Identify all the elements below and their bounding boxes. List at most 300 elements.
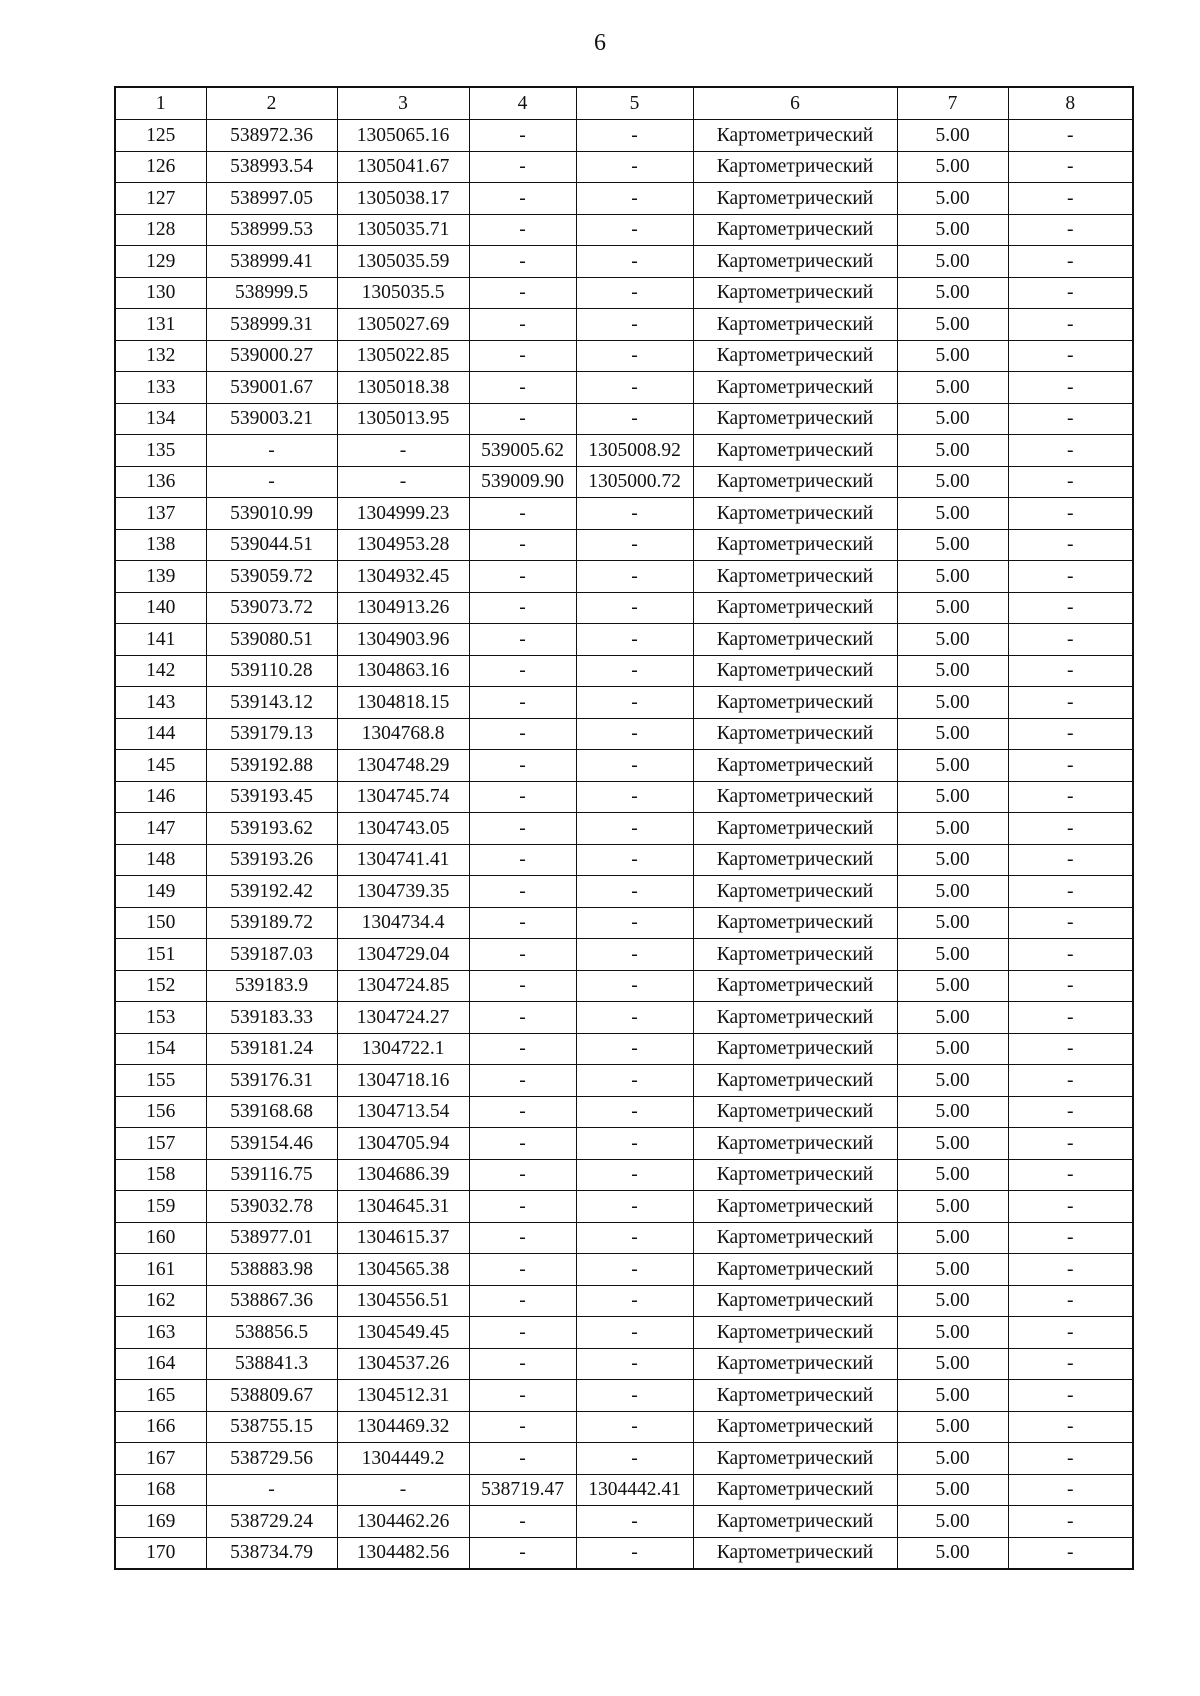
new-x-coordinate-cell: -	[469, 1159, 576, 1191]
accuracy-cell: 5.00	[897, 277, 1008, 309]
point-number-cell: 126	[115, 151, 206, 183]
column-header: 3	[337, 87, 469, 120]
table-row	[115, 1096, 1133, 1128]
x-coordinate-cell: 538977.01	[206, 1222, 337, 1254]
y-coordinate-cell: 1304549.45	[337, 1317, 469, 1349]
method-cell: Картометрический	[693, 750, 897, 782]
new-y-coordinate-cell: -	[576, 1191, 693, 1223]
new-y-coordinate-cell: -	[576, 246, 693, 278]
y-coordinate-cell: 1304745.74	[337, 781, 469, 813]
x-coordinate-cell: 538999.31	[206, 309, 337, 341]
description-cell: -	[1008, 970, 1133, 1002]
accuracy-cell: 5.00	[897, 466, 1008, 498]
new-x-coordinate-cell: -	[469, 1254, 576, 1286]
new-y-coordinate-cell: -	[576, 939, 693, 971]
table-row	[115, 1380, 1133, 1412]
point-number-cell: 158	[115, 1159, 206, 1191]
table-row	[115, 1002, 1133, 1034]
new-y-coordinate-cell: 1305008.92	[576, 435, 693, 467]
point-number-cell: 151	[115, 939, 206, 971]
new-y-coordinate-cell: -	[576, 277, 693, 309]
x-coordinate-cell: 539010.99	[206, 498, 337, 530]
method-cell: Картометрический	[693, 1191, 897, 1223]
description-cell: -	[1008, 214, 1133, 246]
column-header: 2	[206, 87, 337, 120]
description-cell: -	[1008, 403, 1133, 435]
description-cell: -	[1008, 1254, 1133, 1286]
table-row	[115, 970, 1133, 1002]
method-cell: Картометрический	[693, 592, 897, 624]
table-row	[115, 309, 1133, 341]
accuracy-cell: 5.00	[897, 907, 1008, 939]
new-y-coordinate-cell: -	[576, 655, 693, 687]
description-cell: -	[1008, 1537, 1133, 1569]
table-row	[115, 1159, 1133, 1191]
method-cell: Картометрический	[693, 813, 897, 845]
method-cell: Картометрический	[693, 277, 897, 309]
description-cell: -	[1008, 120, 1133, 152]
y-coordinate-cell: 1304705.94	[337, 1128, 469, 1160]
y-coordinate-cell: 1305035.5	[337, 277, 469, 309]
table-row	[115, 151, 1133, 183]
point-number-cell: 128	[115, 214, 206, 246]
new-y-coordinate-cell: -	[576, 718, 693, 750]
new-x-coordinate-cell: -	[469, 151, 576, 183]
point-number-cell: 169	[115, 1506, 206, 1538]
table-row	[115, 1033, 1133, 1065]
new-x-coordinate-cell: -	[469, 624, 576, 656]
method-cell: Картометрический	[693, 1285, 897, 1317]
x-coordinate-cell: 539073.72	[206, 592, 337, 624]
x-coordinate-cell: 539193.26	[206, 844, 337, 876]
new-y-coordinate-cell: -	[576, 1254, 693, 1286]
table-row	[115, 624, 1133, 656]
x-coordinate-cell: 538729.56	[206, 1443, 337, 1475]
new-y-coordinate-cell: -	[576, 781, 693, 813]
new-x-coordinate-cell: -	[469, 372, 576, 404]
method-cell: Картометрический	[693, 183, 897, 215]
description-cell: -	[1008, 309, 1133, 341]
accuracy-cell: 5.00	[897, 561, 1008, 593]
table-row	[115, 1191, 1133, 1223]
x-coordinate-cell: -	[206, 466, 337, 498]
y-coordinate-cell: 1304818.15	[337, 687, 469, 719]
point-number-cell: 150	[115, 907, 206, 939]
y-coordinate-cell: 1305035.59	[337, 246, 469, 278]
new-x-coordinate-cell: -	[469, 277, 576, 309]
description-cell: -	[1008, 277, 1133, 309]
point-number-cell: 137	[115, 498, 206, 530]
x-coordinate-cell: 539000.27	[206, 340, 337, 372]
new-y-coordinate-cell: -	[576, 1380, 693, 1412]
y-coordinate-cell: 1304863.16	[337, 655, 469, 687]
new-x-coordinate-cell: -	[469, 781, 576, 813]
method-cell: Картометрический	[693, 970, 897, 1002]
point-number-cell: 160	[115, 1222, 206, 1254]
new-x-coordinate-cell: -	[469, 498, 576, 530]
x-coordinate-cell: 539187.03	[206, 939, 337, 971]
y-coordinate-cell: 1304748.29	[337, 750, 469, 782]
point-number-cell: 145	[115, 750, 206, 782]
point-number-cell: 140	[115, 592, 206, 624]
description-cell: -	[1008, 151, 1133, 183]
x-coordinate-cell: 538993.54	[206, 151, 337, 183]
column-header: 4	[469, 87, 576, 120]
method-cell: Картометрический	[693, 1443, 897, 1475]
table-row	[115, 718, 1133, 750]
method-cell: Картометрический	[693, 246, 897, 278]
table-row	[115, 844, 1133, 876]
y-coordinate-cell: 1304722.1	[337, 1033, 469, 1065]
table-row	[115, 1506, 1133, 1538]
accuracy-cell: 5.00	[897, 1348, 1008, 1380]
y-coordinate-cell: 1304734.4	[337, 907, 469, 939]
description-cell: -	[1008, 183, 1133, 215]
new-x-coordinate-cell: -	[469, 1033, 576, 1065]
new-x-coordinate-cell: -	[469, 939, 576, 971]
x-coordinate-cell: 538999.5	[206, 277, 337, 309]
new-x-coordinate-cell: -	[469, 876, 576, 908]
table-row	[115, 1537, 1133, 1569]
accuracy-cell: 5.00	[897, 1128, 1008, 1160]
accuracy-cell: 5.00	[897, 151, 1008, 183]
new-x-coordinate-cell: -	[469, 1096, 576, 1128]
new-y-coordinate-cell: -	[576, 592, 693, 624]
accuracy-cell: 5.00	[897, 939, 1008, 971]
accuracy-cell: 5.00	[897, 1380, 1008, 1412]
description-cell: -	[1008, 1380, 1133, 1412]
y-coordinate-cell: 1304512.31	[337, 1380, 469, 1412]
point-number-cell: 133	[115, 372, 206, 404]
table-row	[115, 403, 1133, 435]
new-y-coordinate-cell: 1304442.41	[576, 1474, 693, 1506]
method-cell: Картометрический	[693, 687, 897, 719]
table-row	[115, 655, 1133, 687]
new-y-coordinate-cell: -	[576, 183, 693, 215]
table-row	[115, 529, 1133, 561]
y-coordinate-cell: 1304469.32	[337, 1411, 469, 1443]
point-number-cell: 159	[115, 1191, 206, 1223]
table-row	[115, 498, 1133, 530]
x-coordinate-cell: -	[206, 435, 337, 467]
new-x-coordinate-cell: -	[469, 844, 576, 876]
point-number-cell: 136	[115, 466, 206, 498]
new-x-coordinate-cell: -	[469, 907, 576, 939]
accuracy-cell: 5.00	[897, 372, 1008, 404]
description-cell: -	[1008, 1317, 1133, 1349]
x-coordinate-cell: 539003.21	[206, 403, 337, 435]
x-coordinate-cell: 539176.31	[206, 1065, 337, 1097]
accuracy-cell: 5.00	[897, 624, 1008, 656]
accuracy-cell: 5.00	[897, 435, 1008, 467]
new-y-coordinate-cell: -	[576, 309, 693, 341]
new-x-coordinate-cell: -	[469, 246, 576, 278]
x-coordinate-cell: 539154.46	[206, 1128, 337, 1160]
table-row	[115, 876, 1133, 908]
new-x-coordinate-cell: -	[469, 655, 576, 687]
description-cell: -	[1008, 246, 1133, 278]
accuracy-cell: 5.00	[897, 1159, 1008, 1191]
new-x-coordinate-cell: -	[469, 561, 576, 593]
y-coordinate-cell: 1304537.26	[337, 1348, 469, 1380]
new-x-coordinate-cell: -	[469, 1380, 576, 1412]
new-y-coordinate-cell: -	[576, 1411, 693, 1443]
description-cell: -	[1008, 1191, 1133, 1223]
table-row	[115, 592, 1133, 624]
table-header-row	[115, 87, 1133, 120]
table-row	[115, 435, 1133, 467]
point-number-cell: 162	[115, 1285, 206, 1317]
new-y-coordinate-cell: -	[576, 750, 693, 782]
new-x-coordinate-cell: -	[469, 1222, 576, 1254]
new-y-coordinate-cell: -	[576, 1065, 693, 1097]
table-row	[115, 1065, 1133, 1097]
x-coordinate-cell: 538883.98	[206, 1254, 337, 1286]
new-x-coordinate-cell: -	[469, 403, 576, 435]
table-row	[115, 939, 1133, 971]
description-cell: -	[1008, 1348, 1133, 1380]
new-y-coordinate-cell: -	[576, 561, 693, 593]
description-cell: -	[1008, 1443, 1133, 1475]
method-cell: Картометрический	[693, 466, 897, 498]
point-number-cell: 144	[115, 718, 206, 750]
accuracy-cell: 5.00	[897, 498, 1008, 530]
x-coordinate-cell: 539193.45	[206, 781, 337, 813]
x-coordinate-cell: 539181.24	[206, 1033, 337, 1065]
new-y-coordinate-cell: -	[576, 340, 693, 372]
x-coordinate-cell: 539179.13	[206, 718, 337, 750]
accuracy-cell: 5.00	[897, 1506, 1008, 1538]
y-coordinate-cell: 1304932.45	[337, 561, 469, 593]
y-coordinate-cell: 1305013.95	[337, 403, 469, 435]
point-number-cell: 165	[115, 1380, 206, 1412]
column-header: 8	[1008, 87, 1133, 120]
description-cell: -	[1008, 1222, 1133, 1254]
table-row	[115, 813, 1133, 845]
y-coordinate-cell: 1304565.38	[337, 1254, 469, 1286]
description-cell: -	[1008, 844, 1133, 876]
description-cell: -	[1008, 687, 1133, 719]
accuracy-cell: 5.00	[897, 781, 1008, 813]
new-y-coordinate-cell: -	[576, 1033, 693, 1065]
new-y-coordinate-cell: -	[576, 214, 693, 246]
x-coordinate-cell: 538999.41	[206, 246, 337, 278]
y-coordinate-cell: 1304953.28	[337, 529, 469, 561]
method-cell: Картометрический	[693, 309, 897, 341]
new-x-coordinate-cell: -	[469, 120, 576, 152]
accuracy-cell: 5.00	[897, 1065, 1008, 1097]
new-y-coordinate-cell: -	[576, 529, 693, 561]
x-coordinate-cell: 539192.88	[206, 750, 337, 782]
y-coordinate-cell: 1305041.67	[337, 151, 469, 183]
coordinates-table	[114, 86, 1134, 1570]
table-body	[115, 120, 1133, 1570]
y-coordinate-cell: 1305065.16	[337, 120, 469, 152]
accuracy-cell: 5.00	[897, 340, 1008, 372]
new-y-coordinate-cell: -	[576, 687, 693, 719]
y-coordinate-cell: 1305018.38	[337, 372, 469, 404]
y-coordinate-cell: 1305035.71	[337, 214, 469, 246]
new-x-coordinate-cell: -	[469, 1348, 576, 1380]
column-header: 5	[576, 87, 693, 120]
description-cell: -	[1008, 813, 1133, 845]
y-coordinate-cell: 1304913.26	[337, 592, 469, 624]
method-cell: Картометрический	[693, 1474, 897, 1506]
description-cell: -	[1008, 1128, 1133, 1160]
x-coordinate-cell: 539183.9	[206, 970, 337, 1002]
point-number-cell: 125	[115, 120, 206, 152]
new-y-coordinate-cell: -	[576, 876, 693, 908]
accuracy-cell: 5.00	[897, 1317, 1008, 1349]
new-y-coordinate-cell: -	[576, 498, 693, 530]
x-coordinate-cell: 539189.72	[206, 907, 337, 939]
method-cell: Картометрический	[693, 876, 897, 908]
x-coordinate-cell: 538997.05	[206, 183, 337, 215]
new-x-coordinate-cell: -	[469, 813, 576, 845]
new-x-coordinate-cell: -	[469, 718, 576, 750]
description-cell: -	[1008, 718, 1133, 750]
point-number-cell: 170	[115, 1537, 206, 1569]
new-x-coordinate-cell: -	[469, 1317, 576, 1349]
column-header: 6	[693, 87, 897, 120]
table-row	[115, 1285, 1133, 1317]
point-number-cell: 164	[115, 1348, 206, 1380]
new-y-coordinate-cell: -	[576, 372, 693, 404]
y-coordinate-cell: 1304903.96	[337, 624, 469, 656]
description-cell: -	[1008, 435, 1133, 467]
method-cell: Картометрический	[693, 1159, 897, 1191]
accuracy-cell: 5.00	[897, 1443, 1008, 1475]
y-coordinate-cell: 1304556.51	[337, 1285, 469, 1317]
accuracy-cell: 5.00	[897, 718, 1008, 750]
description-cell: -	[1008, 876, 1133, 908]
point-number-cell: 153	[115, 1002, 206, 1034]
description-cell: -	[1008, 1033, 1133, 1065]
x-coordinate-cell: 538856.5	[206, 1317, 337, 1349]
point-number-cell: 131	[115, 309, 206, 341]
description-cell: -	[1008, 1065, 1133, 1097]
y-coordinate-cell: 1305022.85	[337, 340, 469, 372]
description-cell: -	[1008, 939, 1133, 971]
description-cell: -	[1008, 1096, 1133, 1128]
description-cell: -	[1008, 561, 1133, 593]
new-x-coordinate-cell: 538719.47	[469, 1474, 576, 1506]
point-number-cell: 154	[115, 1033, 206, 1065]
new-x-coordinate-cell: -	[469, 1411, 576, 1443]
new-x-coordinate-cell: -	[469, 1443, 576, 1475]
method-cell: Картометрический	[693, 151, 897, 183]
description-cell: -	[1008, 1411, 1133, 1443]
new-y-coordinate-cell: -	[576, 970, 693, 1002]
description-cell: -	[1008, 750, 1133, 782]
method-cell: Картометрический	[693, 1002, 897, 1034]
point-number-cell: 157	[115, 1128, 206, 1160]
method-cell: Картометрический	[693, 939, 897, 971]
table-row	[115, 372, 1133, 404]
method-cell: Картометрический	[693, 1411, 897, 1443]
y-coordinate-cell: 1304718.16	[337, 1065, 469, 1097]
x-coordinate-cell: 539110.28	[206, 655, 337, 687]
new-y-coordinate-cell: -	[576, 1537, 693, 1569]
table-row	[115, 1222, 1133, 1254]
accuracy-cell: 5.00	[897, 876, 1008, 908]
point-number-cell: 139	[115, 561, 206, 593]
new-y-coordinate-cell: -	[576, 624, 693, 656]
table-row	[115, 120, 1133, 152]
table-row	[115, 781, 1133, 813]
description-cell: -	[1008, 592, 1133, 624]
new-x-coordinate-cell: -	[469, 183, 576, 215]
table-row	[115, 277, 1133, 309]
new-x-coordinate-cell: -	[469, 309, 576, 341]
description-cell: -	[1008, 498, 1133, 530]
x-coordinate-cell: 539044.51	[206, 529, 337, 561]
accuracy-cell: 5.00	[897, 183, 1008, 215]
description-cell: -	[1008, 624, 1133, 656]
table-row	[115, 1317, 1133, 1349]
new-y-coordinate-cell: -	[576, 1159, 693, 1191]
x-coordinate-cell: 539143.12	[206, 687, 337, 719]
method-cell: Картометрический	[693, 372, 897, 404]
column-header: 1	[115, 87, 206, 120]
point-number-cell: 135	[115, 435, 206, 467]
point-number-cell: 163	[115, 1317, 206, 1349]
accuracy-cell: 5.00	[897, 750, 1008, 782]
table-row	[115, 1474, 1133, 1506]
y-coordinate-cell: 1304713.54	[337, 1096, 469, 1128]
new-x-coordinate-cell: -	[469, 340, 576, 372]
point-number-cell: 168	[115, 1474, 206, 1506]
table-row	[115, 214, 1133, 246]
point-number-cell: 166	[115, 1411, 206, 1443]
accuracy-cell: 5.00	[897, 403, 1008, 435]
y-coordinate-cell: 1304645.31	[337, 1191, 469, 1223]
new-x-coordinate-cell: -	[469, 214, 576, 246]
accuracy-cell: 5.00	[897, 655, 1008, 687]
point-number-cell: 129	[115, 246, 206, 278]
method-cell: Картометрический	[693, 403, 897, 435]
method-cell: Картометрический	[693, 340, 897, 372]
y-coordinate-cell: -	[337, 435, 469, 467]
method-cell: Картометрический	[693, 781, 897, 813]
point-number-cell: 142	[115, 655, 206, 687]
method-cell: Картометрический	[693, 1096, 897, 1128]
new-y-coordinate-cell: -	[576, 1443, 693, 1475]
x-coordinate-cell: 539168.68	[206, 1096, 337, 1128]
point-number-cell: 141	[115, 624, 206, 656]
accuracy-cell: 5.00	[897, 309, 1008, 341]
description-cell: -	[1008, 655, 1133, 687]
method-cell: Картометрический	[693, 498, 897, 530]
new-y-coordinate-cell: -	[576, 1506, 693, 1538]
point-number-cell: 132	[115, 340, 206, 372]
y-coordinate-cell: 1304999.23	[337, 498, 469, 530]
description-cell: -	[1008, 781, 1133, 813]
accuracy-cell: 5.00	[897, 1033, 1008, 1065]
x-coordinate-cell: 539193.62	[206, 813, 337, 845]
x-coordinate-cell: 539032.78	[206, 1191, 337, 1223]
new-x-coordinate-cell: -	[469, 687, 576, 719]
method-cell: Картометрический	[693, 1033, 897, 1065]
y-coordinate-cell: 1304449.2	[337, 1443, 469, 1475]
point-number-cell: 143	[115, 687, 206, 719]
table-row	[115, 750, 1133, 782]
new-x-coordinate-cell: -	[469, 1285, 576, 1317]
accuracy-cell: 5.00	[897, 1191, 1008, 1223]
accuracy-cell: 5.00	[897, 1474, 1008, 1506]
new-x-coordinate-cell: 539005.62	[469, 435, 576, 467]
point-number-cell: 161	[115, 1254, 206, 1286]
